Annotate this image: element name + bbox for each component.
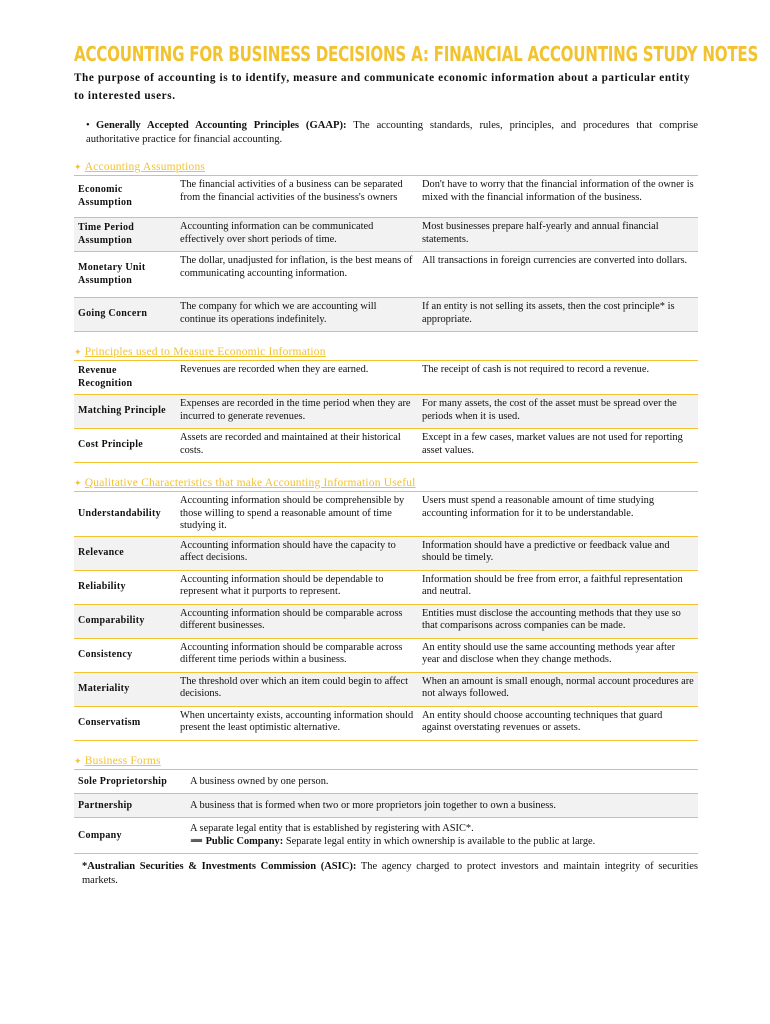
example-cell: Information should be free from error, a faithful representation and neutral. (418, 570, 698, 604)
section-heading (74, 753, 698, 769)
section-accounting-assumptions (74, 159, 698, 332)
principles-table (74, 360, 698, 463)
term-cell: Going Concern (74, 298, 176, 332)
gaap-definition: The accounting standards, rules, principles, and procedures that comprise authoritative practice for financial accounting. (86, 120, 698, 145)
term-cell: Sole Proprietorship (74, 769, 186, 793)
example-cell: Don't have to worry that the financial information of the owner is mixed with the financial information of the business. (418, 176, 698, 218)
table-row (74, 395, 698, 429)
section-heading (74, 159, 698, 175)
section-principles (74, 344, 698, 463)
table-row (74, 817, 698, 853)
example-cell: All transactions in foreign currencies are converted into dollars. (418, 252, 698, 298)
term-cell: Company (74, 817, 186, 853)
table-row (74, 769, 698, 793)
table-row (74, 672, 698, 706)
definition-cell: When uncertainty exists, accounting information should present the least optimistic alternative. (176, 706, 418, 740)
definition-cell: Accounting information should be comparable across different time periods within a business. (176, 638, 418, 672)
example-cell: The receipt of cash is not required to record a revenue. (418, 361, 698, 395)
star-icon: ✦ (74, 162, 82, 172)
asic-footnote (82, 860, 698, 888)
table-row (74, 176, 698, 218)
table-row (74, 298, 698, 332)
dash-icon: ➖ (190, 836, 203, 847)
term-cell: Economic Assumption (74, 176, 176, 218)
purpose-statement: The purpose of accounting is to identify, measure and communicate economic information about a particular entity to interested users. (74, 72, 691, 102)
definition-cell: Accounting information can be communicated effectively over short periods of time. (176, 218, 418, 252)
star-icon: ✦ (74, 347, 82, 357)
table-row (74, 536, 698, 570)
page-title: ACCOUNTING FOR BUSINESS DECISIONS A: FINANCIAL ACCOUNTING STUDY NOTES (74, 42, 759, 66)
example-cell: Except in a few cases, market values are not used for reporting asset values. (418, 429, 698, 463)
term-cell: Comparability (74, 604, 176, 638)
definition-cell: The threshold over which an item could begin to affect decisions. (176, 672, 418, 706)
definition-cell: Assets are recorded and maintained at their historical costs. (176, 429, 418, 463)
section-qualitative-characteristics (74, 475, 698, 741)
footnote-text: The agency charged to protect investors and maintain integrity of securities markets. (82, 860, 698, 886)
example-cell: Information should have a predictive or feedback value and should be timely. (418, 536, 698, 570)
company-definition: A separate legal entity that is established by registering with ASIC*. (190, 823, 474, 834)
definition-cell: Accounting information should be comparable across different businesses. (176, 604, 418, 638)
example-cell: Most businesses prepare half-yearly and annual financial statements. (418, 218, 698, 252)
star-icon: ✦ (74, 755, 82, 766)
gaap-term: Generally Accepted Accounting Principles (GAAP): (96, 120, 347, 131)
section-heading-text: Qualitative Characteristics that make Accounting Information Useful (84, 477, 416, 489)
qualitative-table (74, 491, 698, 741)
table-row (74, 218, 698, 252)
table-row (74, 492, 698, 537)
section-heading-text: Principles used to Measure Economic Information (84, 346, 326, 358)
footnote-term: *Australian Securities & Investments Commission (ASIC): (82, 860, 357, 872)
definition-cell: Accounting information should be dependable to represent what it purports to represent. (176, 570, 418, 604)
table-row (74, 793, 698, 817)
example-cell: An entity should use the same accounting methods year after year and disclose when they change methods. (418, 638, 698, 672)
term-cell: Monetary Unit Assumption (74, 252, 176, 298)
term-cell: Relevance (74, 536, 176, 570)
table-row (74, 638, 698, 672)
public-company-subitem (190, 835, 694, 848)
term-cell: Matching Principle (74, 395, 176, 429)
example-cell: For many assets, the cost of the asset must be spread over the periods when it is used. (418, 395, 698, 429)
table-row (74, 706, 698, 740)
section-heading-text: Accounting Assumptions (84, 161, 206, 173)
bullet-marker: • (86, 120, 90, 131)
star-icon: ✦ (74, 478, 82, 488)
term-cell: Conservatism (74, 706, 176, 740)
definition-cell: Accounting information should have the capacity to affect decisions. (176, 536, 418, 570)
example-cell: An entity should choose accounting techniques that guard against overstating revenues or assets. (418, 706, 698, 740)
definition-cell: The dollar, unadjusted for inflation, is the best means of communicating accounting information. (176, 252, 418, 298)
definition-cell: Accounting information should be comprehensible by those willing to spend a reasonable amount of time studying it. (176, 492, 418, 537)
definition-cell: A business owned by one person. (186, 769, 698, 793)
definition-cell: A business that is formed when two or more proprietors join together to own a business. (186, 793, 698, 817)
term-cell: Cost Principle (74, 429, 176, 463)
table-row (74, 361, 698, 395)
definition-cell: The financial activities of a business can be separated from the financial activities of the business's owners (176, 176, 418, 218)
term-cell: Time Period Assumption (74, 218, 176, 252)
table-row (74, 570, 698, 604)
example-cell: When an amount is small enough, normal account procedures are not always followed. (418, 672, 698, 706)
definition-cell: The company for which we are accounting will continue its operations indefinitely. (176, 298, 418, 332)
definition-cell (186, 817, 698, 853)
term-cell: Understandability (74, 492, 176, 537)
example-cell: If an entity is not selling its assets, then the cost principle* is appropriate. (418, 298, 698, 332)
definition-cell: Expenses are recorded in the time period when they are incurred to generate revenues. (176, 395, 418, 429)
section-heading-text: Business Forms (84, 754, 161, 767)
section-business-forms (74, 753, 698, 854)
section-heading (74, 475, 698, 491)
term-cell: Materiality (74, 672, 176, 706)
term-cell: Revenue Recognition (74, 361, 176, 395)
business-forms-table (74, 769, 698, 854)
table-row (74, 252, 698, 298)
term-cell: Reliability (74, 570, 176, 604)
study-notes-page (74, 42, 759, 888)
table-row (74, 604, 698, 638)
public-company-term: Public Company: (205, 836, 284, 847)
assumptions-table (74, 175, 698, 332)
example-cell: Users must spend a reasonable amount of time studying accounting information for it to be understandable. (418, 492, 698, 537)
example-cell: Entities must disclose the accounting methods that they use so that comparisons across companies can be made. (418, 604, 698, 638)
section-heading (74, 344, 698, 360)
definition-cell: Revenues are recorded when they are earned. (176, 361, 418, 395)
term-cell: Consistency (74, 638, 176, 672)
public-company-definition: Separate legal entity in which ownership is available to the public at large. (283, 836, 596, 847)
term-cell: Partnership (74, 793, 186, 817)
gaap-bullet (86, 119, 698, 147)
table-row (74, 429, 698, 463)
